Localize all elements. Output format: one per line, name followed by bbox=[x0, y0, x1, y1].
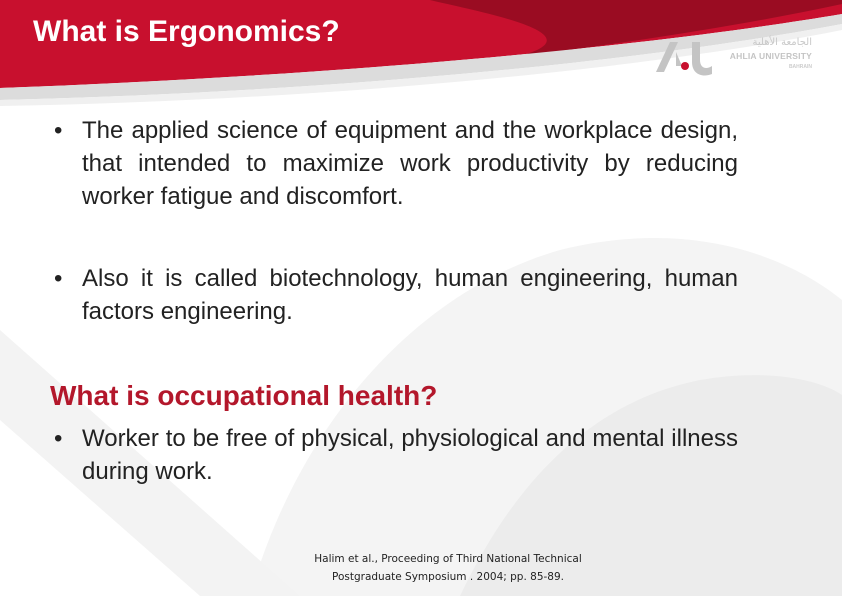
bullet-symbol: • bbox=[54, 265, 63, 292]
citation bbox=[290, 550, 606, 586]
bullet-symbol: • bbox=[54, 425, 63, 452]
bullet-symbol: • bbox=[54, 117, 63, 144]
slide-title: What is Ergonomics? bbox=[33, 15, 340, 48]
occupational-health-heading: What is occupational health? bbox=[50, 380, 438, 411]
bullet-text: Worker to be free of physical, physiological and mental illness during work. bbox=[82, 425, 738, 485]
bullet-ergonomics-definition bbox=[54, 114, 738, 213]
citation-line-1: Halim et al., Proceeding of Third National Technical bbox=[314, 553, 582, 565]
logo-country-text: BAHRAIN bbox=[788, 64, 812, 70]
bullet-text: Also it is called biotechnology, human engineering, human factors engineering. bbox=[82, 265, 738, 325]
logo-mark-icon bbox=[652, 38, 718, 78]
logo-english-text: AHLIA UNIVERSITY bbox=[729, 51, 812, 61]
logo-arabic-text: الجامعة الأهلية bbox=[752, 37, 812, 48]
ahlia-university-logo bbox=[652, 36, 812, 82]
citation-line-2: Postgraduate Symposium . 2004; pp. 85-89. bbox=[332, 571, 564, 583]
bullet-text: The applied science of equipment and the workplace design, that intended to maximize work productivity by reducing worker fatigue and discomfort. bbox=[82, 117, 738, 210]
bullet-occupational-health-definition bbox=[54, 422, 738, 488]
bullet-ergonomics-aliases bbox=[54, 262, 738, 328]
